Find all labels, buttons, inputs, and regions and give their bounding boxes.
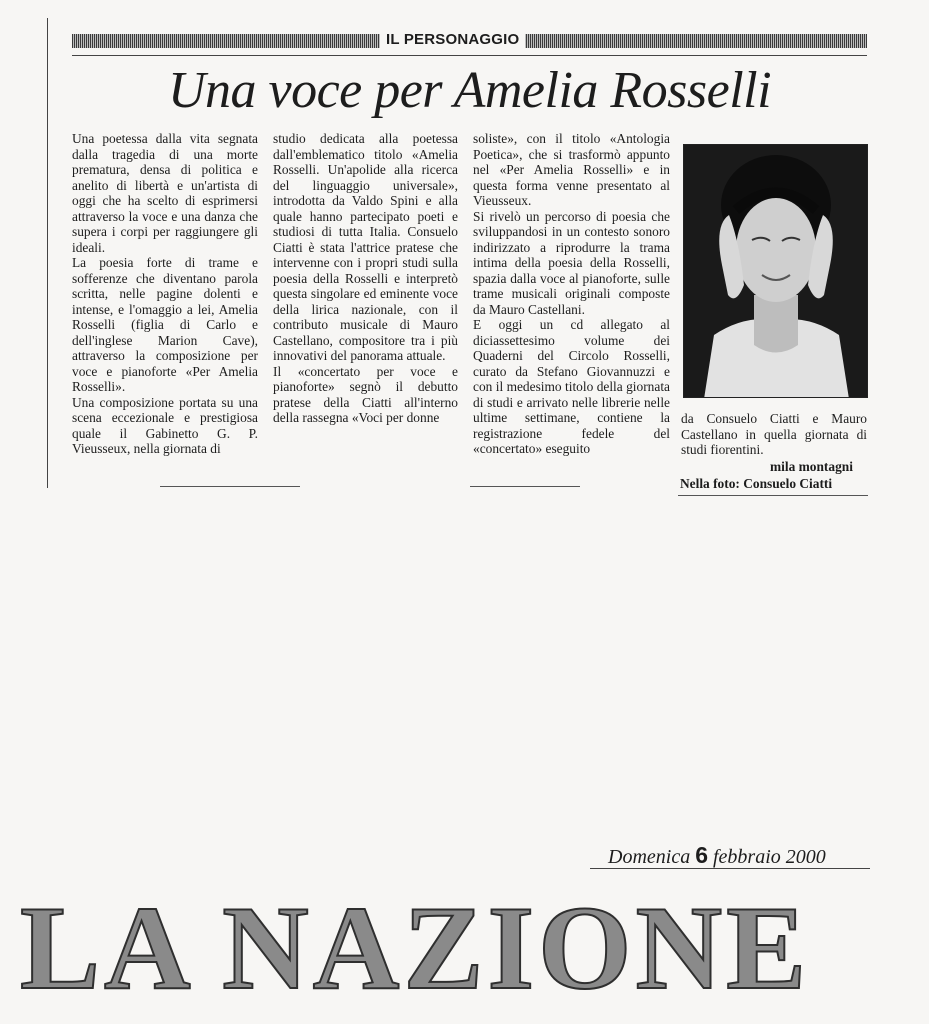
- column-rule: [470, 486, 580, 487]
- dateline-weekday: Domenica: [608, 846, 691, 868]
- paragraph: da Consuelo Ciatti e Mauro Castellano in quella giornata di studi fiorentini.: [681, 411, 867, 457]
- article-column-1: [72, 131, 258, 457]
- paragraph: Una composizione portata su una scena eccezionale e prestigiosa quale il Gabinetto G. P. Vieusseux, nella giornata di: [72, 394, 258, 456]
- author-signature: mila montagni: [770, 459, 853, 474]
- paragraph: E oggi un cd allegato al diciassettesimo volume dei Quaderni del Circolo Rosselli, curato da Stefano Giovannuzzi e con il medesimo titolo della giornata di studi e arrivato nelle librerie nelle ultime settimane, contiene la registrazione fedele del «concertato» eseguito: [473, 317, 670, 456]
- column-divider: [47, 18, 48, 488]
- dateline-day: 6: [695, 842, 708, 868]
- paragraph: La poesia forte di trame e sofferenze che diventano parola scritta, nelle pagine dolenti e intense, e l'omaggio a lei, Amelia Rosselli (figlia di Carlo e dell'inglese Marion Cave), attraverso la composizione per voce e pianoforte «Per Amelia Rosselli».: [72, 255, 258, 394]
- column-rule: [160, 486, 300, 487]
- paragraph: Una poetessa dalla vita segnata dalla tragedia di una morte prematura, densa di politica e anelito di libertà e un'artista di oggi che ha scelto di esprimersi attraverso la voce e una danza che supera i corpi per raggiungere gli ideali.: [72, 131, 258, 255]
- dateline-rule: [590, 868, 870, 869]
- newspaper-masthead: LA NAZIONE: [20, 881, 811, 1014]
- section-kicker: IL PERSONAGGIO: [380, 30, 525, 50]
- paragraph: studio dedicata alla poetessa dall'emblematico titolo «Amelia Rosselli. Un'apolide alla ricerca del linguaggio universale», introdotta da Valdo Spini e alla quale hanno partecipato poeti e studiosi di tutta Italia. Consuelo Ciatti è stata l'attrice pratese che intervenne con i propri studi sulla poesia della Rosselli e interpretò questa singolare ed eminente voce della lirica nazionale, con il contributo musicale di Mauro Castellano, compositore tra i più innovativi del panorama attuale.: [273, 131, 458, 363]
- dateline: [608, 842, 826, 870]
- portrait-image: [684, 145, 868, 398]
- paragraph: Il «concertato per voce e pianoforte» segnò il debutto pratese della Ciatti all'interno della rassegna «Voci per donne: [273, 363, 458, 425]
- photo-caption: Nella foto: Consuelo Ciatti: [680, 476, 833, 491]
- headline: Una voce per Amelia Rosselli: [167, 62, 772, 119]
- paragraph: Si rivelò un percorso di poesia che sviluppandosi in un contesto sonoro indirizzato a riprodurre la trama intima della poesia della Rosselli, spazia dalla voce al pianoforte, sulle trame musicali originali composte da Mauro Castellani.: [473, 208, 670, 317]
- article-column-3: [473, 131, 670, 457]
- article-column-2: [273, 131, 458, 426]
- caption-rule: [678, 495, 868, 496]
- article-column-4: [681, 411, 867, 458]
- portrait-photo: [683, 144, 868, 398]
- paragraph: soliste», con il titolo «Antologia Poetica», che si trasformò appunto nel «Per Amelia Rosselli» e in questa forma venne presentato al Vieusseux.: [473, 131, 670, 208]
- kicker-rule: [72, 55, 867, 56]
- dateline-month-year: febbraio 2000: [713, 846, 826, 868]
